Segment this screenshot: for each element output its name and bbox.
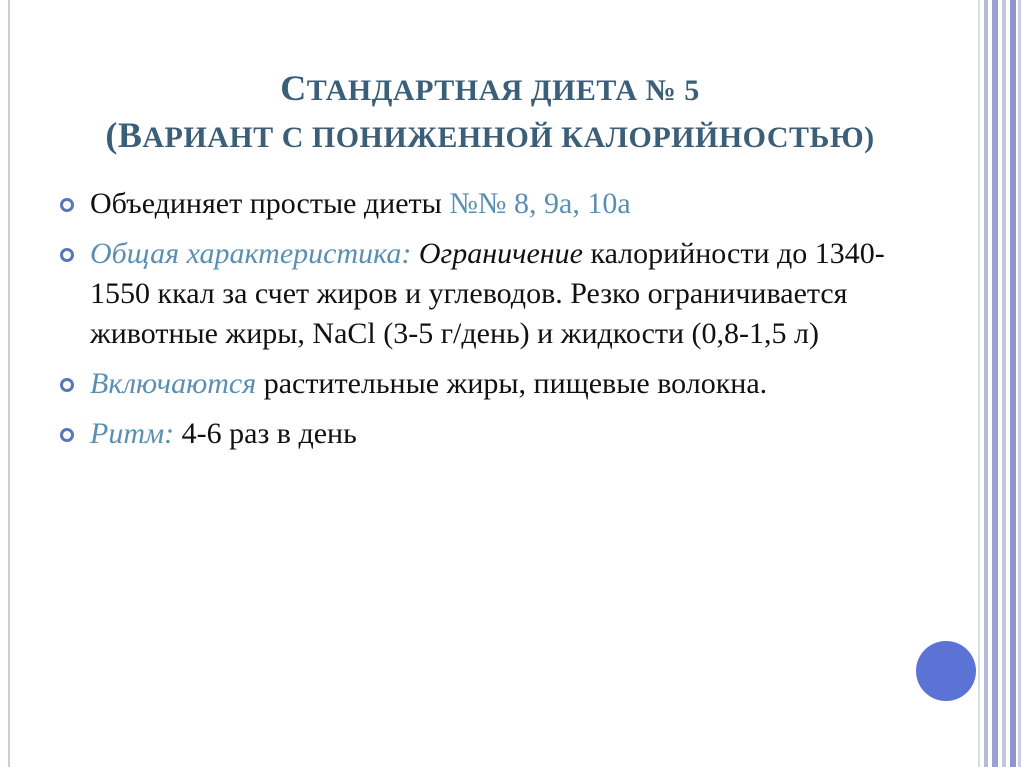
ring-bullet-icon bbox=[60, 198, 74, 212]
list-item bbox=[60, 234, 900, 354]
title-line-1-rest: ТАНДАРТНАЯ ДИЕТА № 5 bbox=[306, 74, 700, 107]
ring-bullet-icon bbox=[60, 428, 74, 442]
title-line-2 bbox=[60, 113, 920, 160]
bullet-text: 4-6 раз в день bbox=[174, 417, 357, 450]
right-stripe bbox=[1018, 0, 1021, 767]
restriction-word: Ограничение bbox=[418, 237, 583, 270]
list-item bbox=[60, 184, 900, 224]
right-stripe bbox=[984, 0, 988, 767]
right-stripe bbox=[1002, 0, 1006, 767]
title-line-2-prefix: (В bbox=[105, 115, 143, 155]
diet-numbers: №№ 8, 9а, 10а bbox=[449, 187, 631, 220]
bullet-text: калорийности до 1340-1550 ккал за счет жиров и углеводов. Резко ограничивается животные жиры, NaCl (3-5 г/день) и жидкости (0,8-1,5 л) bbox=[90, 237, 885, 350]
ring-bullet-icon bbox=[60, 378, 74, 392]
list-item bbox=[60, 364, 900, 404]
bullet-list bbox=[60, 184, 900, 464]
rhythm-label: Ритм: bbox=[90, 417, 175, 450]
bullet-text: Объединяет простые диеты bbox=[90, 187, 450, 220]
slide-title bbox=[60, 66, 920, 160]
left-frame-line bbox=[8, 0, 10, 767]
right-stripe bbox=[1010, 0, 1016, 767]
ring-bullet-icon bbox=[60, 248, 74, 262]
title-line-1 bbox=[60, 66, 920, 113]
title-line-1-prefix: С bbox=[280, 68, 307, 108]
right-stripe bbox=[978, 0, 980, 767]
included-label: Включаются bbox=[90, 367, 257, 400]
list-item bbox=[60, 414, 900, 454]
right-stripe bbox=[992, 0, 998, 767]
characteristic-label: Общая характеристика: bbox=[90, 237, 412, 270]
title-line-2-rest: АРИАНТ С ПОНИЖЕННОЙ КАЛОРИЙНОСТЬЮ) bbox=[142, 121, 875, 154]
blue-circle-icon bbox=[916, 641, 976, 701]
bullet-text: растительные жиры, пищевые волокна. bbox=[256, 367, 768, 400]
